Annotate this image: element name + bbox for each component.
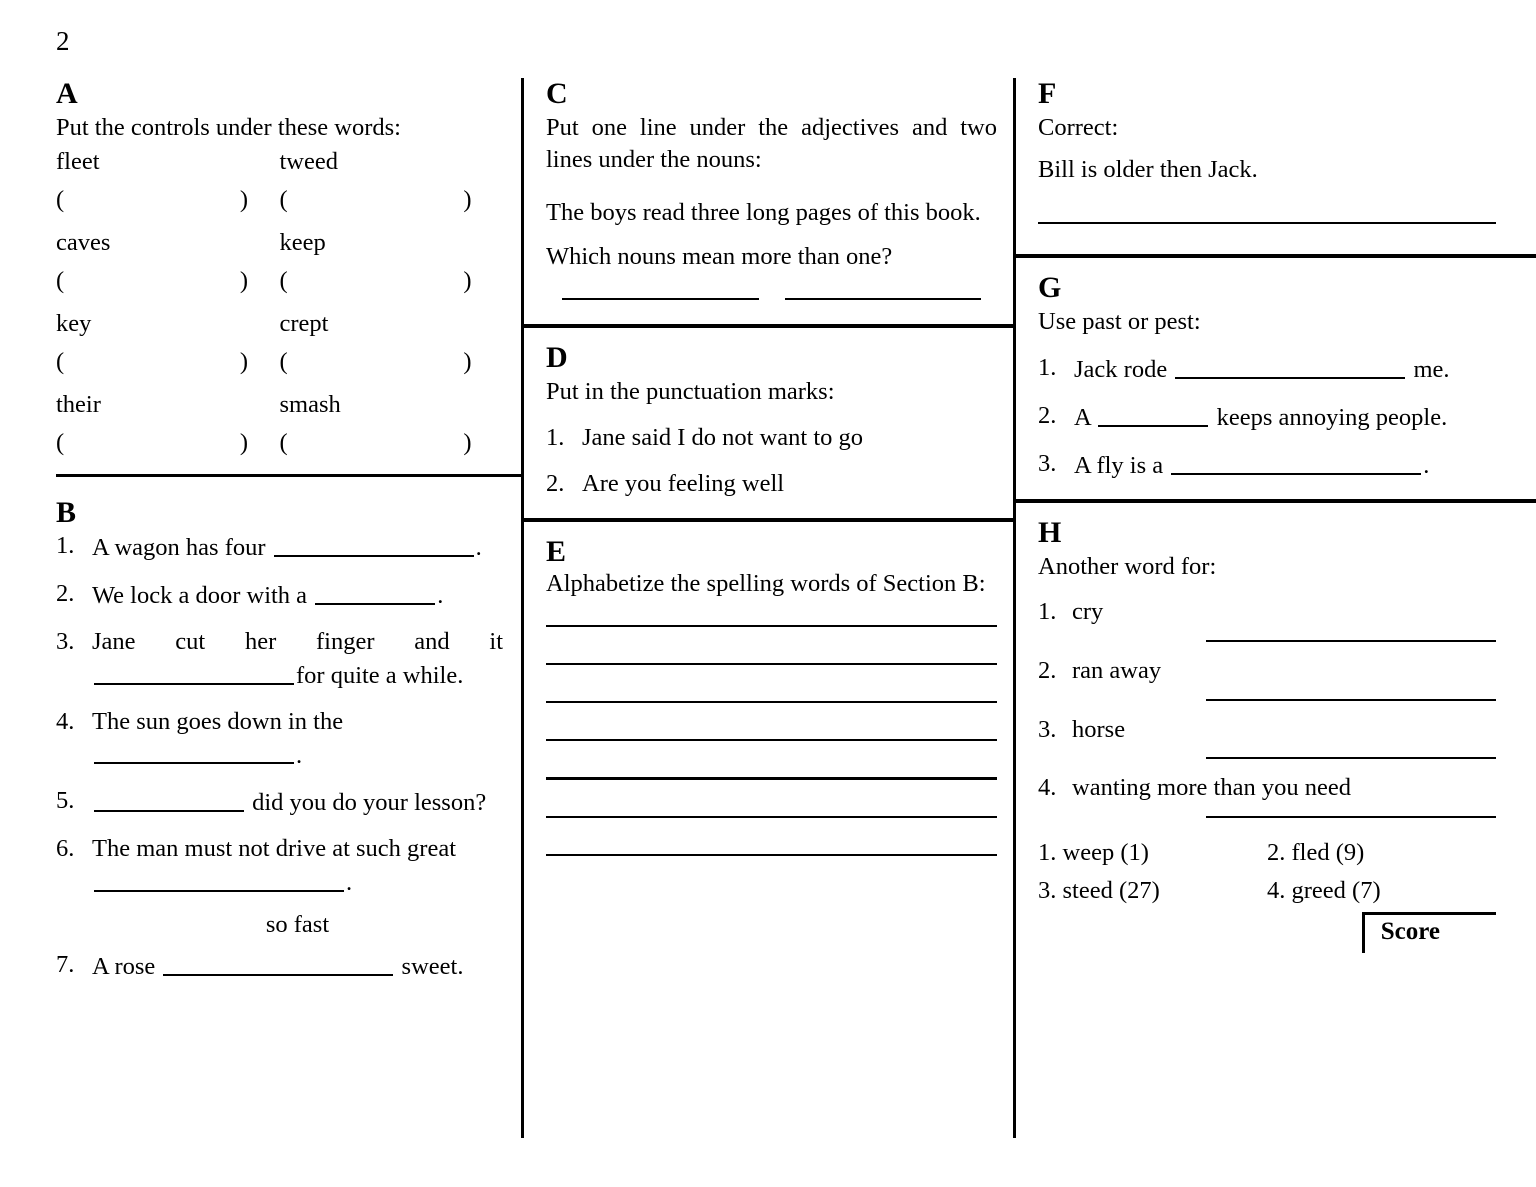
- list-item: [56, 530, 503, 564]
- item-number: 1.: [56, 532, 75, 560]
- section-a-word: tweed: [279, 147, 338, 175]
- section-g-items: [1038, 352, 1496, 481]
- paren-close: ): [463, 267, 472, 295]
- item-note: so fast: [265, 910, 330, 938]
- paren-open: (: [279, 186, 288, 214]
- section-b-letter: B: [56, 495, 77, 529]
- answer-key-number: 4.: [1267, 876, 1286, 904]
- item-text-post: .: [296, 741, 303, 769]
- section-e-instruction: Alphabetize the spelling words of Section B:: [546, 570, 986, 598]
- section-e: [546, 536, 997, 856]
- section-divider-f-g: [1016, 254, 1536, 258]
- paren-open: (: [56, 429, 65, 457]
- section-a-answer-slot[interactable]: [280, 269, 504, 294]
- section-e-answer-lines: [546, 625, 997, 856]
- answer-key-number: 3.: [1038, 876, 1057, 904]
- section-a-paren-row: [56, 431, 503, 456]
- section-f-instruction: Correct:: [1038, 113, 1119, 141]
- item-text-pre: The man must not drive at such great: [92, 835, 456, 863]
- section-c-letter: C: [546, 77, 568, 110]
- answer-blank[interactable]: [1175, 352, 1405, 379]
- section-b-items: [56, 530, 503, 983]
- section-a-word: key: [56, 309, 92, 337]
- item-number: 6.: [56, 835, 75, 863]
- item-text-post: .: [1423, 451, 1430, 479]
- section-a-word: fleet: [56, 147, 100, 175]
- item-text-post: .: [475, 534, 482, 562]
- section-divider-g-h: [1016, 499, 1536, 503]
- answer-blank[interactable]: [163, 949, 393, 976]
- item-number: 7.: [56, 951, 75, 978]
- list-item: [1038, 773, 1496, 804]
- section-g-letter: G: [1038, 271, 1062, 305]
- section-a-word-row: [56, 228, 503, 256]
- item-text-pre: Jane cut her finger and it: [92, 627, 503, 655]
- section-a-letter: A: [56, 77, 78, 110]
- section-a-word-row: [56, 390, 503, 418]
- item-label: ran away: [1072, 656, 1162, 684]
- section-a-word: their: [56, 390, 101, 418]
- list-item: [56, 785, 503, 819]
- paren-close: ): [239, 267, 248, 295]
- section-a-word: keep: [279, 228, 326, 256]
- answer-blank[interactable]: [546, 739, 997, 741]
- left-column: [0, 78, 521, 1138]
- section-a-answer-slot[interactable]: [56, 188, 280, 213]
- section-f-answer-line: [1038, 222, 1496, 224]
- paren-close: ): [239, 429, 248, 457]
- section-a-answer-slot[interactable]: [280, 188, 504, 213]
- list-item: [56, 578, 503, 612]
- list-item: [56, 949, 503, 983]
- item-number: 1.: [1038, 598, 1057, 626]
- page-number: 2: [56, 26, 70, 56]
- list-item: [56, 706, 503, 772]
- list-item: [1038, 400, 1496, 434]
- section-a-word: smash: [279, 390, 341, 418]
- item-text-post: for quite a while.: [296, 661, 464, 689]
- section-f-sentence[interactable]: Bill is older then Jack.: [1038, 155, 1258, 183]
- item-text-post: .: [437, 582, 444, 610]
- paren-open: (: [279, 267, 288, 295]
- answer-blank[interactable]: [315, 578, 435, 605]
- section-a-word: crept: [279, 309, 329, 337]
- section-g: [1038, 272, 1496, 481]
- answer-blank[interactable]: [274, 530, 474, 557]
- section-e-letter: E: [546, 534, 567, 568]
- section-c-answer-blanks: [546, 298, 997, 300]
- item-text-post: keeps annoying people.: [1216, 403, 1448, 431]
- answer-key-word: fled: [1291, 838, 1330, 866]
- right-column: [1013, 78, 1536, 1138]
- item-number: 1.: [546, 423, 565, 451]
- list-item: [56, 626, 503, 692]
- item-text[interactable]: Jane said I do not want to go: [582, 423, 864, 451]
- score-area: [1038, 912, 1496, 953]
- list-item: [1038, 597, 1496, 628]
- paren-close: ): [239, 348, 248, 376]
- section-divider-a-b: [56, 474, 521, 477]
- answer-blank[interactable]: [546, 777, 997, 780]
- section-h-items: [1038, 597, 1496, 818]
- paren-close: ): [463, 429, 472, 457]
- answer-blank[interactable]: [94, 658, 294, 685]
- section-c: [546, 78, 997, 300]
- item-label: horse: [1072, 715, 1126, 743]
- answer-blank[interactable]: [94, 865, 344, 892]
- item-text-pre: We lock a door with a: [92, 582, 308, 610]
- section-a: [56, 78, 503, 456]
- section-d: [546, 342, 997, 500]
- score-box[interactable]: Score: [1362, 912, 1496, 953]
- answer-blank[interactable]: [546, 816, 997, 818]
- section-c-question: Which nouns mean more than one?: [546, 243, 893, 271]
- section-g-instruction: Use past or pest:: [1038, 307, 1201, 335]
- item-number: 2.: [1038, 656, 1057, 684]
- answer-blank[interactable]: [94, 738, 294, 765]
- section-a-paren-row: [56, 350, 503, 375]
- item-number: 4.: [56, 707, 75, 735]
- section-a-word-row: [56, 147, 503, 175]
- item-text-post: me.: [1413, 355, 1450, 383]
- answer-key-count: (27): [1118, 876, 1160, 904]
- section-h: [1038, 517, 1496, 952]
- section-h-letter: H: [1038, 516, 1062, 550]
- item-text-post: .: [346, 868, 353, 896]
- answer-blank[interactable]: [562, 298, 759, 300]
- middle-column: [521, 78, 1013, 1138]
- section-a-answer-slot[interactable]: [56, 350, 280, 375]
- section-a-answer-slot[interactable]: [280, 431, 504, 456]
- three-column-layout: [0, 78, 1536, 1138]
- item-label: cry: [1072, 598, 1104, 626]
- section-d-instruction: Put in the punctuation marks:: [546, 377, 835, 405]
- list-item: [56, 833, 503, 899]
- answer-blank[interactable]: [546, 625, 997, 627]
- item-number: 3.: [1038, 715, 1057, 743]
- section-d-letter: D: [546, 341, 568, 375]
- item-text-pre: A fly is a: [1074, 451, 1164, 479]
- answer-blank[interactable]: [1171, 448, 1421, 475]
- item-number: 1.: [1038, 353, 1057, 381]
- answer-key-count: (9): [1335, 838, 1365, 866]
- list-item: [1038, 448, 1496, 482]
- answer-blank[interactable]: [546, 663, 997, 665]
- item-text-pre: A: [1074, 403, 1091, 431]
- section-a-answer-slot[interactable]: [280, 350, 504, 375]
- answer-key-count: (7): [1352, 876, 1381, 904]
- list-item: [1038, 352, 1496, 386]
- paren-open: (: [279, 348, 288, 376]
- section-d-items: [546, 422, 997, 500]
- list-item: [546, 422, 997, 454]
- answer-blank[interactable]: [546, 701, 997, 703]
- item-number: 3.: [56, 627, 75, 655]
- section-a-answer-slot[interactable]: [56, 269, 280, 294]
- item-number: 2.: [546, 469, 565, 497]
- answer-key-entry: [1038, 834, 1267, 872]
- answer-blank[interactable]: [1206, 640, 1496, 642]
- answer-blank[interactable]: [785, 298, 982, 300]
- list-item: [546, 468, 997, 500]
- item-label: wanting more than you need: [1072, 774, 1351, 802]
- answer-key-word: greed: [1291, 876, 1346, 904]
- section-a-word-grid: [56, 147, 503, 457]
- paren-open: (: [56, 186, 65, 214]
- section-a-paren-row: [56, 188, 503, 213]
- item-text-post: did you do your lesson?: [252, 789, 487, 817]
- section-c-instruction: Put one line under the adjectives and two lines under the nouns:: [546, 113, 997, 173]
- paren-open: (: [56, 348, 65, 376]
- answer-blank[interactable]: [1206, 699, 1496, 701]
- answer-blank[interactable]: [1098, 400, 1208, 427]
- answer-key-entry: [1267, 872, 1496, 910]
- section-c-sentence[interactable]: The boys read three long pages of this book.: [546, 199, 981, 227]
- item-number: 5.: [56, 787, 75, 815]
- paren-open: (: [279, 429, 288, 457]
- item-text-pre: The sun goes down in the: [92, 707, 344, 735]
- answer-blank[interactable]: [1206, 816, 1496, 818]
- answer-key-entry: [1038, 872, 1267, 910]
- item-number: 4.: [1038, 774, 1057, 802]
- section-h-answer-key: [1038, 834, 1496, 910]
- paren-open: (: [56, 267, 65, 295]
- section-divider-c-d: [524, 324, 1013, 328]
- answer-key-entry: [1267, 834, 1496, 872]
- item-number: 3.: [1038, 449, 1057, 477]
- item-number: 2.: [56, 580, 75, 608]
- section-a-instruction: Put the controls under these words:: [56, 113, 401, 141]
- item-text-pre: A rose: [92, 952, 156, 980]
- answer-blank[interactable]: [1038, 222, 1496, 224]
- section-a-paren-row: [56, 269, 503, 294]
- answer-key-word: weep: [1062, 838, 1115, 866]
- answer-key-number: 1.: [1038, 838, 1057, 866]
- answer-blank[interactable]: [546, 854, 997, 856]
- paren-close: ): [463, 348, 472, 376]
- section-b: [56, 497, 503, 983]
- answer-key-count: (1): [1120, 838, 1149, 866]
- paren-close: ): [463, 186, 472, 214]
- list-item: [1038, 656, 1496, 687]
- answer-key-number: 2.: [1267, 838, 1286, 866]
- section-h-instruction: Another word for:: [1038, 552, 1217, 580]
- section-f-letter: F: [1038, 77, 1057, 110]
- item-text[interactable]: Are you feeling well: [582, 469, 785, 497]
- item-text-pre: A wagon has four: [92, 534, 266, 562]
- answer-blank[interactable]: [1206, 757, 1496, 759]
- list-item: [1038, 715, 1496, 746]
- item-text-pre: Jack rode: [1074, 355, 1168, 383]
- item-text-post: sweet.: [401, 952, 464, 980]
- answer-blank[interactable]: [94, 785, 244, 812]
- section-divider-d-e: [524, 518, 1013, 522]
- section-a-word: caves: [56, 228, 111, 256]
- paren-close: ): [239, 186, 248, 214]
- item-number: 2.: [1038, 401, 1057, 429]
- section-f: [1038, 78, 1496, 224]
- answer-key-word: steed: [1062, 876, 1113, 904]
- section-a-answer-slot[interactable]: [56, 431, 280, 456]
- section-a-word-row: [56, 309, 503, 337]
